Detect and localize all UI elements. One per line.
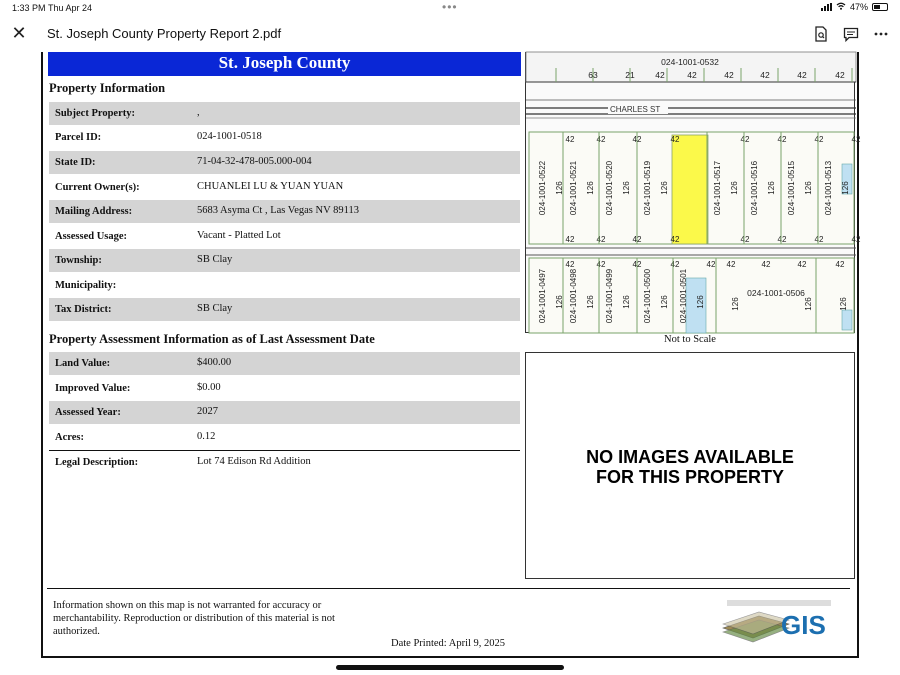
row-acres xyxy=(49,426,520,449)
gis-logo-icon xyxy=(719,598,839,646)
row-parcel-id xyxy=(49,126,520,149)
map-dimension-label: 42 xyxy=(596,135,606,144)
row-value: 2027 xyxy=(197,406,218,417)
row-label: State ID: xyxy=(55,157,96,168)
map-dimension-label: 42 xyxy=(632,235,642,244)
row-label: Assessed Usage: xyxy=(55,231,128,242)
map-dimension-label: 126 xyxy=(730,181,739,195)
row-label: Land Value: xyxy=(55,358,111,369)
row-label: Township: xyxy=(55,255,102,266)
map-parcel-label: 024-1001-0517 xyxy=(713,160,722,216)
cellular-signal-icon xyxy=(821,3,832,11)
row-state-id xyxy=(49,151,520,174)
map-dimension-label: 42 xyxy=(706,260,716,269)
row-value: $400.00 xyxy=(197,357,232,368)
row-value: 5683 Asyma Ct , Las Vegas NV 89113 xyxy=(197,205,359,216)
map-dimension-label: 42 xyxy=(814,235,824,244)
map-dimension-label: 42 xyxy=(724,70,734,80)
map-dimension-label: 42 xyxy=(835,70,845,80)
map-dimension-label: 126 xyxy=(696,295,705,309)
status-indicators xyxy=(821,2,888,12)
map-dimension-label: 42 xyxy=(565,235,575,244)
map-dimension-label: 42 xyxy=(777,235,787,244)
map-dimension-label: 42 xyxy=(565,135,575,144)
map-parcel-label: 024-1001-0522 xyxy=(538,160,547,216)
row-tax-district xyxy=(49,298,520,321)
subject-parcel-highlight[interactable] xyxy=(672,135,708,244)
row-value: 71-04-32-478-005.000-004 xyxy=(197,156,312,167)
map-parcel-label: 024-1001-0499 xyxy=(605,268,614,324)
map-parcel-label: 024-1001-0513 xyxy=(824,160,833,216)
map-dimension-label: 42 xyxy=(740,235,750,244)
map-parcel-label: 024-1001-0498 xyxy=(569,268,578,324)
row-legal-description xyxy=(49,450,520,473)
row-label: Current Owner(s): xyxy=(55,182,140,193)
multitask-dots-icon[interactable]: ••• xyxy=(442,0,458,14)
row-value: SB Clay xyxy=(197,254,233,265)
row-label: Assessed Year: xyxy=(55,407,121,418)
row-township xyxy=(49,249,520,272)
map-dimension-label: 42 xyxy=(740,135,750,144)
no-images-line-1: NO IMAGES AVAILABLE xyxy=(586,447,794,467)
map-dimension-label: 42 xyxy=(655,70,665,80)
parcel-map[interactable] xyxy=(525,52,861,333)
row-assessed-year xyxy=(49,401,520,424)
close-icon[interactable]: ✕ xyxy=(11,23,27,43)
map-parcel-label: 024-1001-0497 xyxy=(538,268,547,324)
disclaimer-text: Information shown on this map is not warranted for accuracy or merchantability. Reproduction or distribution of this material is not authorized. xyxy=(53,600,335,637)
gis-logo-text: GIS xyxy=(781,610,826,640)
row-current-owner xyxy=(49,176,520,199)
map-parcel-label: 024-1001-0532 xyxy=(661,57,719,67)
map-dimension-label: 42 xyxy=(760,70,770,80)
row-mailing-address xyxy=(49,200,520,223)
map-dimension-label: 126 xyxy=(660,295,669,309)
row-label: Mailing Address: xyxy=(55,206,133,217)
map-dimension-label: 42 xyxy=(670,235,680,244)
status-bar xyxy=(0,0,900,16)
no-images-line-2: FOR THIS PROPERTY xyxy=(595,467,784,487)
map-dimension-label: 126 xyxy=(586,181,595,195)
map-parcel-label: 024-1001-0516 xyxy=(750,160,759,216)
row-label: Legal Description: xyxy=(55,457,139,468)
map-dimension-label: 42 xyxy=(726,260,736,269)
status-time: 1:33 PM xyxy=(12,3,46,13)
map-parcel-label: 024-1001-0501 xyxy=(679,268,688,324)
row-label: Tax District: xyxy=(55,304,112,315)
map-dimension-label: 42 xyxy=(632,135,642,144)
map-dimension-label: 21 xyxy=(625,70,635,80)
map-dimension-label: 126 xyxy=(622,181,631,195)
row-value: 024-1001-0518 xyxy=(197,131,262,142)
map-dimension-label: 42 xyxy=(565,260,575,269)
map-dimension-label: 126 xyxy=(841,181,850,195)
map-dimension-label: 126 xyxy=(660,181,669,195)
app-toolbar xyxy=(0,16,900,52)
date-printed: Date Printed: April 9, 2025 xyxy=(391,638,506,649)
map-dimension-label: 42 xyxy=(687,70,697,80)
row-label: Acres: xyxy=(55,432,84,443)
map-dimension-label: 42 xyxy=(761,260,771,269)
map-parcel-label: 024-1001-0500 xyxy=(643,268,652,324)
map-dimension-label: 42 xyxy=(596,235,606,244)
row-value: Vacant - Platted Lot xyxy=(197,230,281,241)
row-label: Parcel ID: xyxy=(55,132,102,143)
map-dimension-label: 126 xyxy=(622,295,631,309)
map-dimension-label: 126 xyxy=(767,181,776,195)
row-label: Municipality: xyxy=(55,280,117,291)
map-dimension-label: 42 xyxy=(797,260,807,269)
row-value: SB Clay xyxy=(197,303,233,314)
comment-icon[interactable] xyxy=(841,24,861,44)
map-dimension-label: 42 xyxy=(596,260,606,269)
map-dimension-label: 42 xyxy=(797,70,807,80)
map-parcel-label: 024-1001-0515 xyxy=(787,160,796,216)
map-dimension-label: 126 xyxy=(804,181,813,195)
map-dimension-label: 42 xyxy=(670,135,680,144)
row-improved-value xyxy=(49,377,520,400)
row-value: Lot 74 Edison Rd Addition xyxy=(197,456,311,467)
map-dimension-label: 63 xyxy=(588,70,598,80)
assessment-title: Property Assessment Information as of Last Assessment Date xyxy=(49,332,375,346)
battery-percent: 47% xyxy=(849,2,868,12)
row-value: CHUANLEI LU & YUAN YUAN xyxy=(197,181,344,192)
row-municipality xyxy=(49,274,520,297)
more-icon[interactable] xyxy=(871,24,891,44)
row-subject-property xyxy=(49,102,520,125)
map-dimension-label: 126 xyxy=(555,295,564,309)
map-dimension-label: 126 xyxy=(804,297,813,311)
map-dimension-label: 42 xyxy=(777,135,787,144)
row-value: , xyxy=(197,107,200,118)
map-dimension-label: 42 xyxy=(851,135,861,144)
wifi-icon xyxy=(836,2,846,12)
map-dimension-label: 42 xyxy=(835,260,845,269)
map-dimension-label: 42 xyxy=(814,135,824,144)
map-parcel-label: 024-1001-0520 xyxy=(605,160,614,216)
map-parcel-label: 024-1001-0519 xyxy=(643,160,652,216)
document-title: St. Joseph County Property Report 2.pdf xyxy=(47,26,282,41)
row-label: Subject Property: xyxy=(55,108,135,119)
map-scale-note: Not to Scale xyxy=(664,334,716,345)
report-page xyxy=(41,52,859,658)
battery-icon xyxy=(872,3,888,11)
document-search-icon[interactable] xyxy=(811,24,831,44)
map-dimension-label: 42 xyxy=(851,235,861,244)
row-value: $0.00 xyxy=(197,382,221,393)
row-land-value xyxy=(49,352,520,375)
property-info-title: Property Information xyxy=(49,81,166,95)
row-value: 0.12 xyxy=(197,431,216,442)
map-dimension-label: 126 xyxy=(839,297,848,311)
home-indicator[interactable] xyxy=(336,665,564,670)
map-dimension-label: 126 xyxy=(731,297,740,311)
no-images-panel xyxy=(525,352,855,579)
map-dimension-label: 42 xyxy=(670,260,680,269)
map-parcel-label: 024-1001-0521 xyxy=(569,160,578,216)
row-label: Improved Value: xyxy=(55,383,131,394)
row-assessed-usage xyxy=(49,225,520,248)
map-dimension-label: 126 xyxy=(586,295,595,309)
map-dimension-label: 126 xyxy=(555,181,564,195)
county-banner: St. Joseph County xyxy=(48,52,521,76)
map-parcel-label: 024-1001-0506 xyxy=(747,288,805,298)
status-day: Thu Apr 24 xyxy=(48,3,93,13)
footer-divider xyxy=(47,588,850,589)
street-label: CHARLES ST xyxy=(610,105,661,114)
map-dimension-label: 42 xyxy=(632,260,642,269)
